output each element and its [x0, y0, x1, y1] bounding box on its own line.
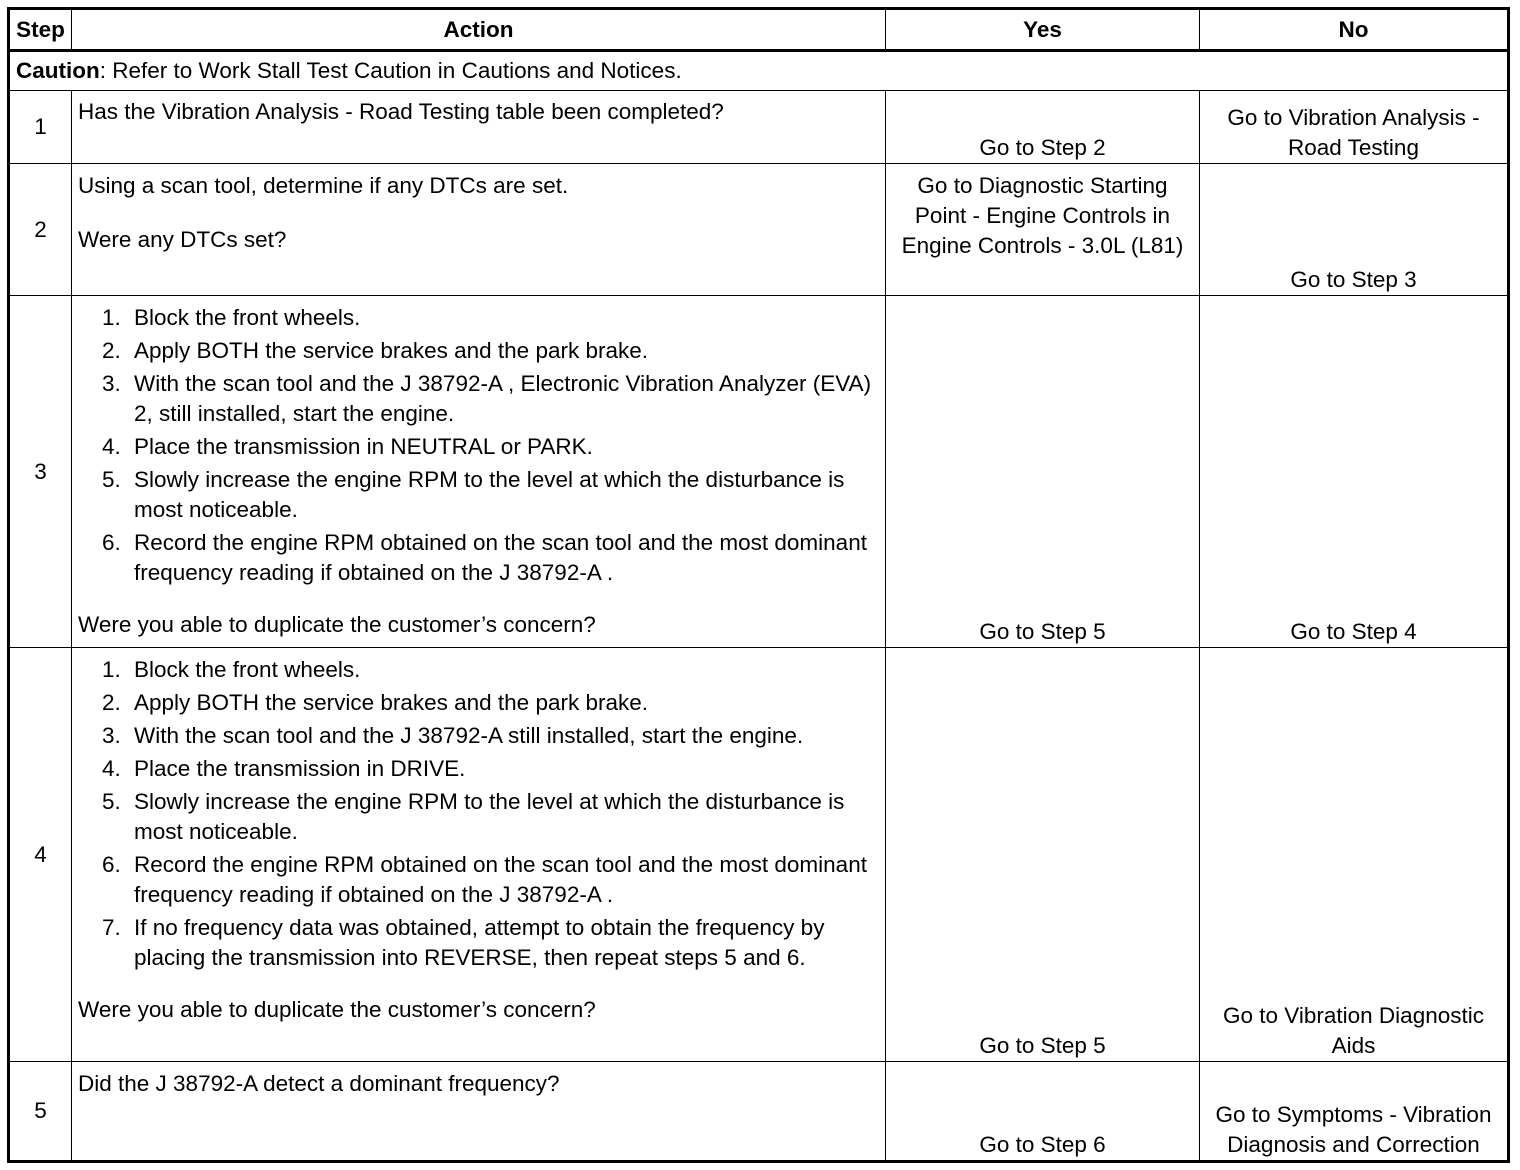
procedure-item: 5. Slowly increase the engine RPM to the level at which the disturbance is most noticeable. — [127, 787, 879, 847]
caution-row — [9, 51, 1509, 91]
caution-note — [9, 51, 1509, 91]
no-cell[interactable]: Go to Step 4 — [1200, 296, 1509, 648]
procedure-item: 3. With the scan tool and the J 38792-A , Electronic Vibration Analyzer (EVA) 2, still installed, start the engine. — [127, 369, 879, 429]
action-question: Were any DTCs set? — [78, 227, 287, 252]
procedure-item: 3. With the scan tool and the J 38792-A still installed, start the engine. — [127, 721, 879, 751]
yes-cell[interactable]: Go to Step 2 — [886, 91, 1200, 164]
yes-cell[interactable]: Go to Step 5 — [886, 648, 1200, 1062]
action-cell — [72, 648, 886, 1062]
procedure-item: 6. Record the engine RPM obtained on the scan tool and the most dominant frequency reading if obtained on the J 38792-A . — [127, 850, 879, 910]
action-question: Did the J 38792-A detect a dominant frequency? — [78, 1071, 560, 1096]
step-number: 2 — [9, 164, 72, 296]
action-question: Were you able to duplicate the customer’s concern? — [78, 997, 596, 1022]
procedure-list — [78, 303, 879, 588]
step-number: 5 — [9, 1062, 72, 1162]
procedure-list — [78, 655, 879, 973]
yes-cell[interactable]: Go to Step 6 — [886, 1062, 1200, 1162]
action-instruction: Using a scan tool, determine if any DTCs are set. — [78, 173, 569, 198]
table-row — [9, 164, 1509, 296]
procedure-item: 2. Apply BOTH the service brakes and the park brake. — [127, 336, 879, 366]
action-cell — [72, 296, 886, 648]
table-row — [9, 91, 1509, 164]
step-number: 3 — [9, 296, 72, 648]
no-cell[interactable]: Go to Symptoms - Vibration Diagnosis and Correction — [1200, 1062, 1509, 1162]
caution-label: Caution — [16, 58, 100, 83]
action-question: Has the Vibration Analysis - Road Testing table been completed? — [78, 99, 724, 124]
header-step: Step — [9, 9, 72, 51]
header-row — [9, 9, 1509, 51]
table-row — [9, 296, 1509, 648]
step-number: 1 — [9, 91, 72, 164]
action-cell — [72, 1062, 886, 1162]
no-cell[interactable]: Go to Vibration Diagnostic Aids — [1200, 648, 1509, 1062]
procedure-item: 7. If no frequency data was obtained, attempt to obtain the frequency by placing the transmission into REVERSE, then repeat steps 5 and 6. — [127, 913, 879, 973]
header-yes: Yes — [886, 9, 1200, 51]
procedure-item: 2. Apply BOTH the service brakes and the park brake. — [127, 688, 879, 718]
table-row — [9, 1062, 1509, 1162]
header-action: Action — [72, 9, 886, 51]
action-cell — [72, 91, 886, 164]
procedure-item: 6. Record the engine RPM obtained on the scan tool and the most dominant frequency reading if obtained on the J 38792-A . — [127, 528, 879, 588]
header-no: No — [1200, 9, 1509, 51]
procedure-item: 1. Block the front wheels. — [127, 303, 879, 333]
procedure-item: 4. Place the transmission in DRIVE. — [127, 754, 879, 784]
action-question: Were you able to duplicate the customer’s concern? — [78, 612, 596, 637]
no-cell[interactable]: Go to Vibration Analysis - Road Testing — [1200, 91, 1509, 164]
procedure-item: 5. Slowly increase the engine RPM to the level at which the disturbance is most noticeable. — [127, 465, 879, 525]
no-cell[interactable]: Go to Step 3 — [1200, 164, 1509, 296]
procedure-item: 1. Block the front wheels. — [127, 655, 879, 685]
yes-cell[interactable]: Go to Step 5 — [886, 296, 1200, 648]
step-number: 4 — [9, 648, 72, 1062]
procedure-item: 4. Place the transmission in NEUTRAL or PARK. — [127, 432, 879, 462]
caution-text: : Refer to Work Stall Test Caution in Cautions and Notices. — [99, 58, 682, 83]
diagnostic-table — [7, 7, 1510, 1163]
action-cell — [72, 164, 886, 296]
yes-cell[interactable]: Go to Diagnostic Starting Point - Engine Controls in Engine Controls - 3.0L (L81) — [886, 164, 1200, 296]
table-row — [9, 648, 1509, 1062]
